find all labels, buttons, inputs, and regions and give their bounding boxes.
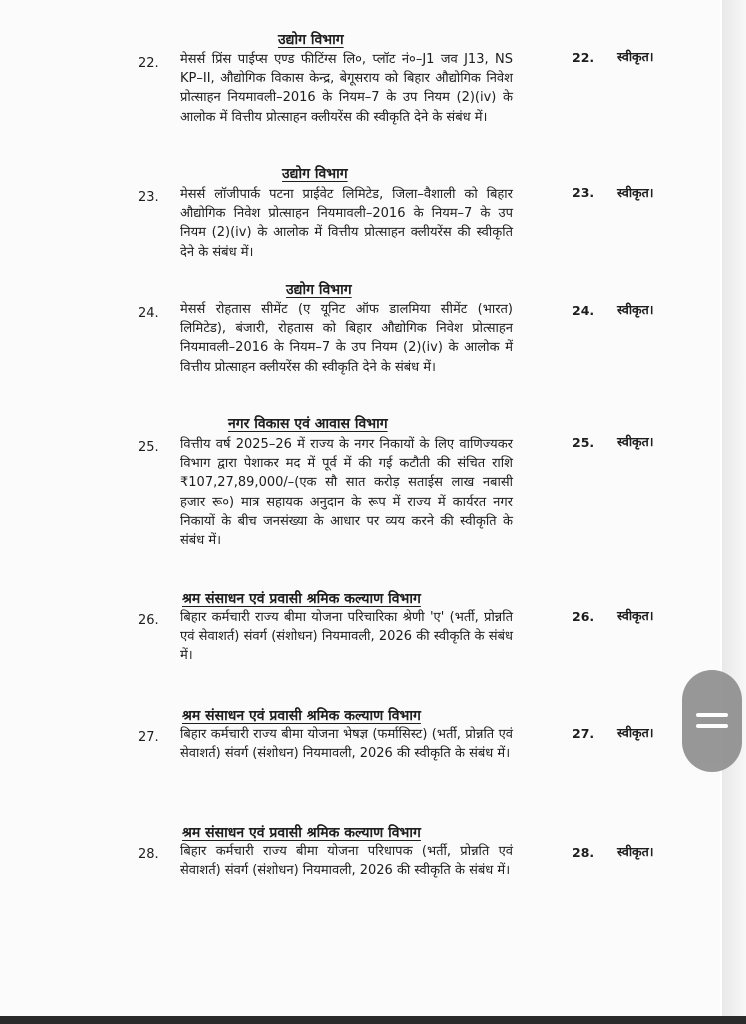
department-heading: उद्योग विभाग [278, 32, 344, 48]
item-number: 28. [138, 847, 159, 862]
item-number: 27. [138, 730, 159, 745]
item-text: बिहार कर्मचारी राज्य बीमा योजना भेषज्ञ (फर्मासिस्ट) (भर्ती, प्रोन्नति एवं सेवाशर्त) संवर्ग (संशोधन) नियमावली, 2026 की स्वीकृति के संबंध में। [180, 727, 513, 762]
result-number: 22. [572, 50, 595, 65]
status-approved: स्वीकृत। [617, 185, 654, 200]
result-number: 26. [572, 609, 595, 624]
page-right-edge [722, 0, 746, 1024]
item-number: 24. [138, 306, 159, 321]
status-approved: स्वीकृत। [617, 725, 654, 740]
status-approved: स्वीकृत। [617, 302, 654, 317]
department-heading: श्रम संसाधन एवं प्रवासी श्रमिक कल्याण विभाग [182, 591, 421, 607]
result-number: 23. [572, 185, 595, 200]
result-number: 24. [572, 303, 595, 318]
result-number: 25. [572, 435, 595, 450]
page-bottom-edge [0, 1016, 746, 1024]
department-heading: नगर विकास एवं आवास विभाग [228, 416, 388, 432]
status-approved: स्वीकृत। [617, 608, 654, 623]
status-approved: स्वीकृत। [617, 49, 654, 64]
menu-lines-icon [696, 713, 728, 717]
item-text: बिहार कर्मचारी राज्य बीमा योजना परिचारिका श्रेणी 'ए' (भर्ती, प्रोन्नति एवं सेवाशर्त) संवर्ग (संशोधन) नियमावली, 2026 की स्वीकृति के संबंध में। [180, 610, 513, 664]
item-text: मेसर्स प्रिंस पाईप्स एण्ड फीटिंग्स लि०, प्लॉट नं०–J1 जव J13, NS KP–II, औद्योगिक विकास केन्द्र, बेगूसराय को बिहार औद्योगिक निवेश प्रोत्साहन नियमावली–2016 के नियम–7 के उप नियम (2)(iv) के आलोक में वित्तीय प्रोत्साहन क्लीयरेंस की स्वीकृति देने के संबंध में। [180, 52, 513, 125]
item-number: 26. [138, 613, 159, 628]
item-number: 22. [138, 56, 159, 71]
scroll-handle[interactable] [682, 670, 742, 772]
department-heading: श्रम संसाधन एवं प्रवासी श्रमिक कल्याण विभाग [182, 825, 421, 841]
item-number: 23. [138, 190, 159, 205]
item-text: मेसर्स रोहतास सीमेंट (ए यूनिट ऑफ डालमिया सीमेंट (भारत) लिमिटेड), बंजारी, रोहतास को बिहार औद्योगिक निवेश प्रोत्साहन नियमावली–2016 के नियम–7 के उप नियम (2)(iv) के आलोक में वित्तीय प्रोत्साहन क्लीयरेंस की स्वीकृति देने के संबंध में। [180, 302, 513, 375]
department-heading: उद्योग विभाग [286, 282, 352, 298]
item-text: मेसर्स लॉजीपार्क पटना प्राईवेट लिमिटेड, जिला–वैशाली को बिहार औद्योगिक निवेश प्रोत्साहन नियमावली–2016 के नियम–7 के उप नियम (2)(iv) के आलोक में वित्तीय प्रोत्साहन क्लीयरेंस की स्वीकृति देने के संबंध में। [180, 187, 513, 260]
item-text: बिहार कर्मचारी राज्य बीमा योजना परिधापक (भर्ती, प्रोन्नति एवं सेवाशर्त) संवर्ग (संशोधन) नियमावली, 2026 की स्वीकृति के संबंध में। [180, 844, 513, 879]
status-approved: स्वीकृत। [617, 434, 654, 449]
item-text: वित्तीय वर्ष 2025–26 में राज्य के नगर निकायों के लिए वाणिज्यकर विभाग द्वारा पेशाकर मद में पूर्व में की गई कटौती की संचित राशि ₹107,27,89,000/–(एक सौ सात करोड़ सताईस लाख नबासी हजार रू०) मात्र सहायक अनुदान के रूप में राज्य में कार्यरत नगर निकायों के बीच जनसंख्या के आधार पर व्यय करने की स्वीकृति के संबंध में। [180, 437, 513, 549]
menu-lines-icon [696, 724, 728, 728]
result-number: 28. [572, 845, 595, 860]
status-approved: स्वीकृत। [617, 844, 654, 859]
result-number: 27. [572, 726, 595, 741]
department-heading: श्रम संसाधन एवं प्रवासी श्रमिक कल्याण विभाग [182, 708, 421, 724]
department-heading: उद्योग विभाग [282, 166, 348, 182]
item-number: 25. [138, 440, 159, 455]
